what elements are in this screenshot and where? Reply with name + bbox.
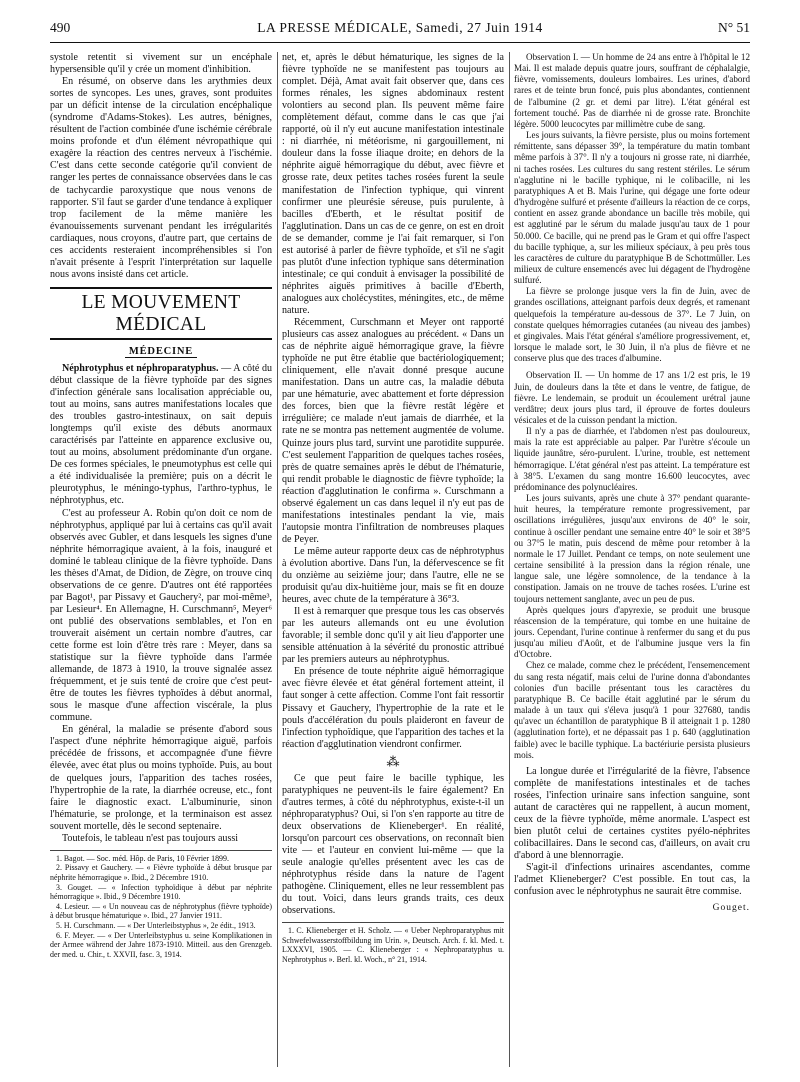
- author-signature: Gouget.: [712, 903, 750, 914]
- paragraph: Le même auteur rapporte deux cas de néphrotyphus à évolution abortive. Dans l'un, la défervescence se fit du onzième au seizième jour; dans l'autre, elle ne se produisit qu'au dix-huitième jour, mais se fit en douze heures, avec chute de la température à 36°3.: [282, 545, 504, 606]
- footnotes: [282, 922, 504, 964]
- page-number: 490: [50, 20, 71, 35]
- paragraph: Toutefois, le tableau n'est pas toujours aussi: [62, 832, 239, 844]
- paragraph: Il n'y a pas de diarrhée, et l'abdomen n'est pas douloureux, mais la rate est appréciable au palper. Par l'urètre s'écoule un liquide jaunâtre, séro-purulent. L'urine, trouble, est nettement hémorragique. L'état général n'est pas atteint. La température est à 38°5. L'examen du sang montre 16.600 leucocytes, avec prédominance des polynucléaires.: [514, 426, 750, 492]
- column-1: [50, 52, 272, 1067]
- article-title: Néphrotyphus et néphroparatyphus.: [62, 362, 219, 374]
- subsection-title: [50, 346, 272, 358]
- footnote: 2. Pissavy et Gauchery. — « Fièvre typhoïde à début brusque par néphrite hémorragique ». Ibid., 2 Décembre 1910.: [50, 863, 272, 882]
- footnote: 4. Lesieur. — « Un nouveau cas de néphrotyphus (fièvre typhoïde) à début brusque hématurique ». Ibid., 27 Janvier 1911.: [50, 901, 272, 921]
- paragraph: Récemment, Curschmann et Meyer ont rapporté plusieurs cas assez analogues au précédent. « Dans un cas de néphrite aiguë hémorragique grave, la fièvre typhoïde ne put être établie que bactériologiquement; cliniquement, elle n'avait donné presque aucune manifestation. Dans un autre cas, la maladie débuta par une hématurie, avec abattement et forte dépression des forces, bien que la fièvre restât légère et irrégulière; ce malade n'eut jamais de diarrhée, et la rate ne se montra pas nettement augmentée de volume. Quinze jours plus tard, survint une parotidite suppurée. C'est seulement l'apparition de quelques taches rosées, près de quatre semaines après le début de l'hématurie, qui rendit probable le diagnostic de fièvre typhoïde; la réaction d'agglutination le confirma ». Curschmann a observé également un cas dans lequel il n'y eut pas de manifestations intestinales pendant la vie, mais l'autopsie montra l'infiltration de nombreuses plaques de Peyer.: [282, 317, 504, 545]
- footnote: 1. C. Klieneberger et H. Scholz. — « Ueber Nephroparatyphus mit Schwefelwasserstoffbildung im Urin. », Deutsch. Arch. f. kl. Med. t. LXXXVI, 1905. — C. Klieneberger : « Nephroparatyphus u. Nephrotyphus ». Berl. kl. Woch., n° 21, 1914.: [282, 926, 504, 965]
- observations: [514, 52, 750, 761]
- footnotes: [50, 850, 272, 960]
- footnote: 5. H. Curschmann. — « Der Unterleibstyphus », 2e édit., 1913.: [56, 920, 256, 930]
- paragraph-text: — Un homme de 17 ans 1/2 est pris, le 19 Juin, de douleurs dans la tête et dans le ventre, de fatigue, de fièvre. Le lendemain, se produit un écoulement urétral jaune verdâtre; deux jours plus tard, il éprouve de fortes douleurs vésicales et de la cuisson pendant la miction.: [514, 370, 750, 425]
- paragraph: Les jours suivants, après une chute à 37° pendant quarante-huit heures, la température remonte progressivement, par oscillations irrégulières, jusqu'aux environs de 40° le soir, continue à osciller pendant une semaine entre 40° le soir et 38°5 ou 37°5 le matin, puis descend de même pour retomber à la normale le 17 Juillet. Pendant ce temps, on note seulement une certaine sensibilité à la pression dans la région rénale, une langue sale, une légère somnolence, de la tendance à la constipation. Jamais on ne trouve de taches rosées. L'urine est toujours nettement sanglante, avec un peu de pus.: [514, 493, 750, 604]
- footnote: 6. F. Meyer. — « Der Unterleibstyphus u. seine Komplikationen in der Armee während der Jahre 1873-1910. Mitteil. aus den Grenzgeb. der med. u. Chir., t. XXVII, fasc. 3, 1914.: [50, 930, 272, 959]
- paragraph: Après quelques jours d'apyrexie, se produit une brusque réascension de la température, qui tombe en une huitaine de jours. Cependant, l'urine continue à renfermer du sang et du pus jusqu'au milieu d'Août, et de l'albumine jusque vers la fin d'Octobre.: [514, 604, 750, 660]
- paragraph: systole retentit si vivement sur un encéphale hypersensible qu'il y crée un moment d'inhibition.: [50, 52, 272, 76]
- paragraph: C'est au professeur A. Robin qu'on doit ce nom de néphrotyphus, appliqué par lui à certains cas qu'il avait observés avec Gubler, et dans lesquels les signes d'une néphrite hémorragique avaient, à la fois, inauguré et dominé le tableau clinique de la fièvre typhoïde. Dans les thèses d'Amat, de Didion, de Zègre, on trouve cinq observations de ce genre. D'autres ont été rapportées par Bagot¹, par Pissavy et Gauchery², par moi-même³, par Lesieur⁴. En Allemagne, H. Curschmann⁵, Meyer⁶ ont publié des observations semblables, et l'on en trouverait aisément un certain nombre d'autres, car cette forme est loin d'être très rare : Meyer, dans sa statistique sur la fièvre typhoïde dans l'armée allemande, de 1873 à 1910, la trouve signalée assez fréquemment, et je suis tenté de croire que c'est peut-être de toutes les fièvres typhoïdes à début anormal, sous le masque d'une affection viscérale, la plus commune.: [50, 507, 272, 724]
- paragraph-text: — Un homme de 24 ans entre à l'hôpital le 12 Mai. Il est malade depuis quatre jours, souffrant de céphalalgie, fièvre, vomissements, douleurs lombaires. Les urines, d'abord rares et de teinte brun foncé, puis plus abondantes, contiennent de l'albumine (2 gr. et demi par litre). L'état général est fortement touché. Pas de diarrhée ni de grosse rate. Bronchite légère. 5000 leucocytes par millimètre cube de sang.: [514, 52, 750, 129]
- observation-label: Observation I.: [526, 52, 579, 62]
- paragraph: [514, 52, 750, 130]
- column-divider: [509, 52, 510, 1067]
- paragraph: La longue durée et l'irrégularité de la fièvre, l'absence complète de manifestations intestinales et de taches rosées, l'infection urinaire sans infection sanguine, sont autant de caractères qui ne rappellent, à aucun moment, ceux de la fièvre typhoïde, même anormale. L'aspect est bien plutôt celui de certaines cystites pyélo-néphrites colibacillaires. Dans le second cas, d'ailleurs, on avait cru d'abord à une blennorragie.: [514, 765, 750, 862]
- paragraph: [50, 363, 272, 508]
- paragraph: La fièvre se prolonge jusque vers la fin de Juin, avec de grandes oscillations, atteignant parfois deux degrés, et ramenant quelquefois la température au-dessous de 37°. Le 7 Juin, on constate quelques hémorragies cutanées (au niveau des jambes) et gingivales. Mais l'état général s'améliore progressivement, et, lorsque le malade sort, le 30 Juin, il n'a plus de fièvre et ne conserve plus que des traces d'albumine.: [514, 286, 750, 364]
- paragraph: En général, la maladie se présente d'abord sous l'aspect d'une néphrite hémorragique aiguë, parfois précédée de frissons, et accompagnée d'une fièvre élevée, avec état plus ou moins typhoïde. Puis, au bout de quelques jours, l'apparition des taches rosées, l'hypertrophie de la rate, la diarrhée ocreuse, etc., font faire le diagnostic exact. L'albuminurie, sinon l'hématurie, se prolonge, et la terminaison est assez souvent mortelle, dès le second septenaire.: [50, 724, 272, 832]
- paragraph: [514, 370, 750, 426]
- paragraph: Les jours suivants, la fièvre persiste, plus ou moins fortement rémittente, sans dépasser 39°, la température du matin tombant même parfois à 37°. Il n'y a toujours ni grosse rate, ni diarrhée, ni taches rosées. Les cultures du sang restent stériles. Le sérum n'agglutine ni le bacille typhique, ni le colibacille, ni les paratyphiques A et B. Mais l'urine, qui dégage une forte odeur d'hydrogène sulfuré et présente d'ailleurs la réaction de ce corps, contient en assez grande abondance un bacille très mobile, qui est agglutiné par le sérum du malade jusqu'au taux de 1 pour 50.000. Ce bacille, qui ne prend pas le Gram et qui offre l'aspect du bacille typhique, a, sur les milieux spéciaux, à peu près tous les caractères de culture du paratyphique B de Schottmüller. Les milieux de culture ensemencés avec lui dégagent de l'hydrogène sulfuré.: [514, 130, 750, 286]
- column-divider: [277, 52, 278, 1067]
- section-separator: ⁂: [386, 753, 400, 769]
- paragraph: Chez ce malade, comme chez le précédent, l'ensemencement du sang resta négatif, mais celui de l'urine donna d'abondantes colonies d'un bacille présentant tous les caractères du paratyphique B. Ce bacille était agglutiné par le sérum du malade à un taux qui s'éleva jusqu'à 1 pour 327680, tandis qu'avec un échantillon de paratyphique B il atteignait 1 p. 1280 (agglutination forte), et ne dépassait pas 1 p. 640 (agglutination faible) avec le bacille typhique. La bactériurie persista plusieurs mois.: [514, 660, 750, 760]
- section-title: LE MOUVEMENT MÉDICAL: [50, 287, 272, 340]
- issue-number: N° 51: [717, 20, 750, 35]
- paragraph-text: — A côté du début classique de la fièvre typhoïde par des signes d'infection générale sans localisation appréciable ou, tout au moins, sans autres manifestations locales que des troubles gastro-intestinaux, on sait depuis longtemps qu'il existe des débuts anormaux caractérisés par l'atteinte en apparence exclusive ou, tout au moins, absolument prédominante d'un organe. De ces formes spéciales, le pneumotyphus est celle qui a été individualisée la première; puis on a décrit le pleurotyphus, le méningo-typhus, l'arthro-typhus, le néphrotyphus, etc.: [50, 362, 272, 507]
- observation-label: Observation II.: [526, 370, 583, 381]
- journal-title: LA PRESSE MÉDICALE, Samedi, 27 Juin 1914: [257, 20, 543, 35]
- paragraph: S'agit-il d'infections urinaires ascendantes, comme l'admet Klieneberger? C'est possible. En tout cas, la confusion avec le néphrotyphus ne saurait être commise.: [514, 862, 750, 898]
- paragraph: Ce que peut faire le bacille typhique, les paratyphiques ne peuvent-ils le faire également? En d'autres termes, à côté du néphrotyphus, existe-t-il un néphroparatyphus? Oui, si l'on s'en rapporte au titre de deux observations de Klieneberger¹. En réalité, lorsqu'on parcourt ces observations, on reconnaît bien vite — et l'auteur en convient lui-même — que la seule analogie qu'elles présentent avec les cas de néphrotyphus réside dans la nature de l'agent pathogène. Cliniquement, elles ne leur ressemblent pas du tout. Voici, dans leurs grands traits, ces deux observations.: [282, 772, 504, 917]
- paragraph: En résumé, on observe dans les arythmies deux sortes de syncopes. Les unes, graves, sont produites par un déficit intense de la circulation encéphalique (syndrome d'Adams-Stokes). Les autres, bénignes, résultent de l'action combinée d'une ischémie cérébrale moins profonde et d'un élément névropathique qui exagère la réaction des centres nerveux à l'ischémie. C'est dans cette seconde catégorie qu'il convient de ranger les pertes de connaissance observées dans le cas de tachycardie paroxystique que nous venons de rapporter. S'il faut se garder d'une tendance à expliquer trop facilement de la même manière les évanouissements survenant pendant les irrégularités cardiaques, nous croyons, d'autre part, que certains de ces accidents resteraient incompréhensibles si l'on n'avait présente à l'esprit l'interprétation sur laquelle nous avons insisté dans cet article.: [50, 76, 272, 280]
- footnote: 3. Gouget. — « Infection typhoïdique à début par néphrite hémorragique ». Ibid., 9 Décembre 1910.: [50, 882, 272, 902]
- paragraph: net, et, après le début hématurique, les signes de la fièvre typhoïde ne se manifestent pas toujours au complet. Déjà, Amat avait fait observer que, dans ces formes rénales, les signes abdominaux restent volontiers au second plan. Ils peuvent même faire complètement défaut, comme dans le cas que j'ai rapporté, où il n'y eut aucune manifestation intestinale : ni diarrhée, ni météorisme, ni gargouillement, ni douleur dans la fosse iliaque droite; en dehors de la néphrite aiguë hémorragique du début, avec fièvre et grosse rate, deux petites taches rosées furent la seule manifestation de l'infection typhique, qui vinrent confirmer une pleurésie séreuse, puis purulente, à bacilles d'Eberth, et le résultat positif de l'agglutination. Dans un cas de ce genre, on est en droit de se demander, comme je l'ai fait remarquer, si l'on est autorisé à parler de fièvre typhoïde, et s'il ne s'agit pas plutôt d'une infection typhique sans détermination intestinale; ce qui conduit à envisager la possibilité de néphrites aiguës primitives à bacille d'Eberth, analogues aux cholécystites, méningites, etc., de même nature.: [282, 52, 504, 316]
- paragraph: Il est à remarquer que presque tous les cas observés par les auteurs allemands ont eu une évolution favorable; il semble donc qu'il y ait lieu d'apporter une sensible atténuation à la sévérité du pronostic attribué par les premiers auteurs au néphrotyphus.: [282, 606, 504, 666]
- column-2: [282, 52, 504, 1067]
- subsection-label: MÉDECINE: [125, 346, 197, 358]
- page-header: [50, 16, 750, 43]
- paragraph: En présence de toute néphrite aiguë hémorragique avec fièvre élevée et état général fortement atteint, il faut songer à cette affection. Comme l'ont fait ressortir Pissavy et Gauchery, l'hypertrophie de la rate et le pouls d'accélération du pouls plaideront en faveur de l'infection typhoïdique, que l'apparition des taches et la réaction d'agglutination viendront confirmer.: [282, 666, 504, 750]
- footnote: 1. Bagot. — Soc. méd. Hôp. de Paris, 10 Février 1899.: [56, 853, 229, 863]
- column-3: [514, 52, 750, 1067]
